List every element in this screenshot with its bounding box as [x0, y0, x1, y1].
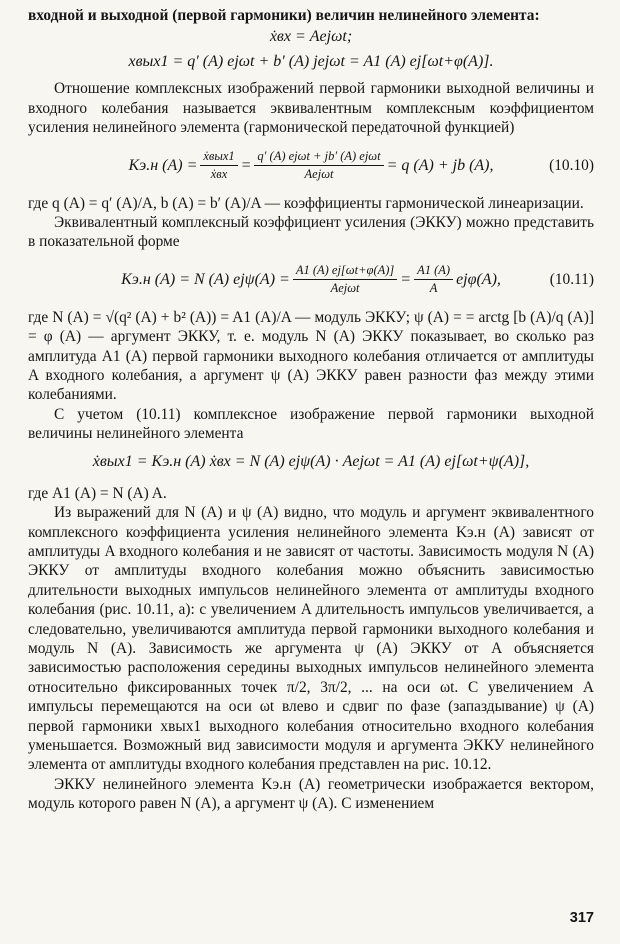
- paragraph-output-image: С учетом (10.11) комплексное изображение первой гармоники выходной величины нелинейного элемента: [28, 405, 594, 443]
- eq-10-11-mid: =: [400, 270, 412, 288]
- paragraph-exponential-form: Эквивалентный комплексный коэффициент усиления (ЭККУ) можно представить в показательной форме: [28, 214, 594, 251]
- equation-number-10-10: (10.10): [549, 156, 594, 174]
- equation-input-text: ẋвх = Aejωt;: [269, 28, 353, 46]
- eq-10-10-fraction-1: [200, 149, 237, 182]
- eq-10-11-f2-denominator: A: [429, 281, 438, 296]
- eq-10-10-f1-denominator: ẋвх: [210, 167, 228, 182]
- paragraph-coefficients: где q (A) = q′ (A)/A, b (A) = b′ (A)/A — коэффициенты гармонической линеаризации.: [28, 194, 584, 212]
- paragraph-amplitude: где A1 (A) = N (A) A.: [28, 484, 167, 502]
- eq-10-10-fraction-2: [254, 149, 383, 182]
- equation-10-11: [28, 252, 594, 308]
- eq-10-10-f2-denominator: Aejωt: [304, 167, 334, 182]
- eq-10-11-fraction-1: [293, 263, 397, 296]
- equals-sign: =: [240, 156, 252, 174]
- equation-output: [28, 49, 594, 75]
- eq-10-11-rhs: ejφ(A),: [456, 270, 501, 288]
- equation-input: [28, 25, 594, 49]
- eq-10-11-f2-numerator: A1 (A): [414, 263, 453, 280]
- eq-10-11-f1-numerator: A1 (A) ej[ωt+φ(A)]: [293, 263, 397, 280]
- eq-10-11-lhs: Kэ.н (A) = N (A) ejψ(A) =: [121, 270, 290, 288]
- eq-10-10-f2-numerator: q′ (A) ejωt + jb′ (A) ejωt: [254, 149, 383, 166]
- eq-10-10-f1-numerator: ẋвых1: [200, 149, 237, 166]
- equation-output-first-harmonic-text: ẋвых1 = Kэ.н (A) ẋвх = N (A) ejψ(A) · Aejωt = A1 (A) ej[ωt+ψ(A)],: [92, 452, 530, 470]
- text-line-top: входной и выходной (первой гармоники) величин нелинейного элемента:: [28, 7, 540, 24]
- equation-output-first-harmonic: [28, 444, 594, 480]
- eq-10-10-lhs: Kэ.н (A) =: [128, 156, 198, 174]
- paragraph-explanation: Из выражений для N (A) и ψ (A) видно, что модуль и аргумент эквивалентного комплексного коэффициента усиления нелинейного элемента Kэ.н (A) зависят от амплитуды A входного колебания и не зависят от частоты. Зависимость модуля N (A) ЭККУ от амплитуды входного колебания можно объяснить зависимостью длительности выходных импульсов нелинейного элемента от амплитуды входного колебания (рис. 10.11, а): с увеличением A длительность импульсов увеличивается, а следовательно, увеличиваются амплитуда первой гармоники выходного колебания и модуль N (A). Зависимость же аргумента ψ (A) ЭККУ от A объясняется зависимостью расположения середины выходных импульсов нелинейного элемента относительно фиксированных точек π/2, 3π/2, ... на оси ωt. С увеличением A импульсы перемещаются на оси ωt влево и сдвиг по фазе (запаздывание) ψ (A) первой гармоники xвых1 выходного колебания относительно входного колебания уменьшается. Возможный вид зависимости модуля и аргумента ЭККУ нелинейного элемента от амплитуды входного колебания представлен на рис. 10.12.: [28, 504, 594, 774]
- equation-10-10: [28, 138, 594, 194]
- eq-10-10-rhs: = q (A) + jb (A),: [386, 156, 494, 174]
- eq-10-11-f1-denominator: Aejωt: [330, 281, 360, 296]
- eq-10-11-fraction-2: [414, 263, 453, 296]
- paragraph-vector: ЭККУ нелинейного элемента Kэ.н (A) геометрически изображается вектором, модуль которого равен N (A), а аргумент ψ (A). С изменением: [28, 775, 594, 813]
- page-number: 317: [569, 910, 594, 926]
- paragraph-definition: Отношение комплексных изображений первой гармоники выходной величины и входного колебания называется эквивалентным комплексным коэффициентом усиления нелинейного элемента (гармонической передаточной функцией): [28, 80, 594, 137]
- equation-number-10-11: (10.11): [549, 270, 594, 288]
- paragraph-modulus-argument: где N (A) = √(q² (A) + b² (A)) = A1 (A)/A — модуль ЭККУ; ψ (A) = = arctg [b (A)/q (A)] = φ (A) — аргумент ЭККУ, т. е. модуль N (A) ЭККУ показывает, во сколько раз амплитуда A1 (A) первой гармоники выходного колебания отличается от амплитуды A входного колебания, а аргумент ψ (A) ЭККУ равен разности фаз между этими колебаниями.: [28, 308, 594, 404]
- equation-output-text: xвых1 = q′ (A) ejωt + b′ (A) jejωt = A1 (A) ej[ωt+φ(A)].: [128, 53, 494, 71]
